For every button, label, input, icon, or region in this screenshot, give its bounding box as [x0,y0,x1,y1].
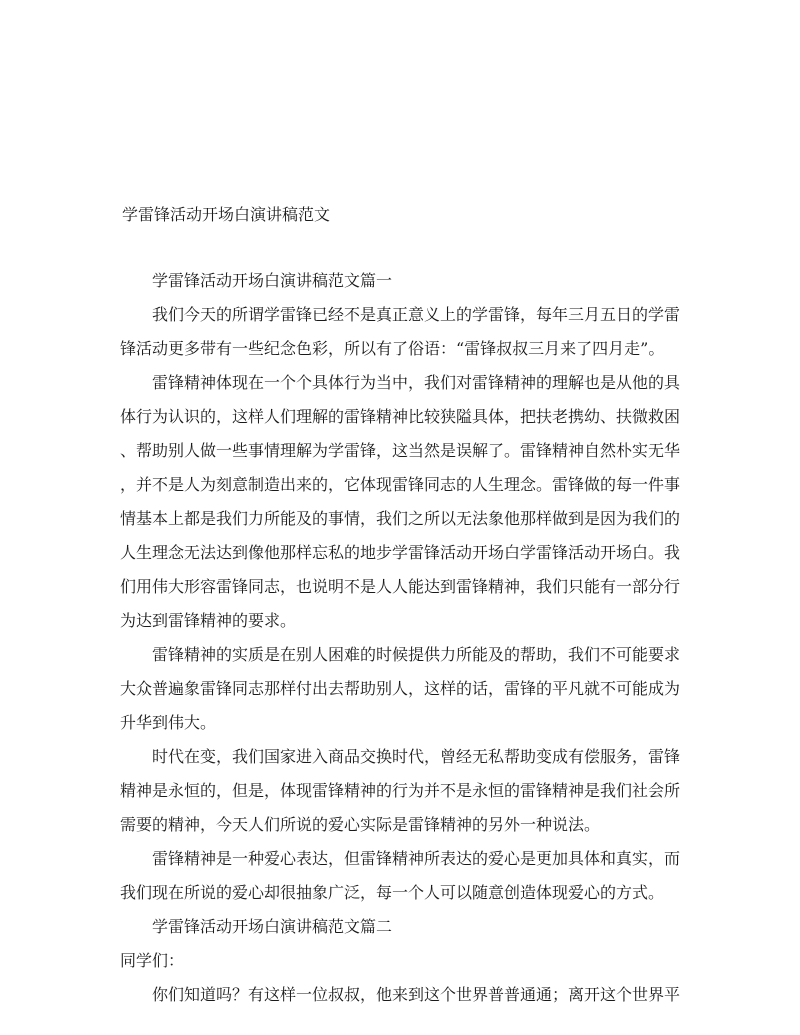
paragraph-line: 、帮助别人做一些事情理解为学雷锋，这当然是误解了。雷锋精神自然朴实无华 [120,441,681,460]
paragraph-line: ，并不是人为刻意制造出来的，它体现雷锋同志的人生理念。雷锋做的每一件事 [120,475,681,494]
paragraph-line: 升华到伟大。 [120,713,217,732]
document-title: 学雷锋活动开场白演讲稿范文 [122,205,331,224]
paragraph-line: 情基本上都是我们力所能及的事情，我们之所以无法象他那样做到是因为我们的 [120,509,681,528]
section-heading: 学雷锋活动开场白演讲稿范文篇一 [152,271,393,290]
paragraph-line: 为达到雷锋精神的要求。 [120,611,297,630]
paragraph-line: 我们现在所说的爱心却很抽象广泛，每一个人可以随意创造体现爱心的方式。 [120,883,665,902]
paragraph-line: 锋活动更多带有一些纪念色彩，所以有了俗语：“雷锋叔叔三月来了四月走”。 [120,339,665,358]
paragraph-line: 我们今天的所谓学雷锋已经不是真正意义上的学雷锋，每年三月五日的学雷 [152,305,681,324]
salutation-line: 同学们： [120,951,185,970]
paragraph-line: 人生理念无法达到像他那样忘私的地步学雷锋活动开场白学雷锋活动开场白。我 [120,543,681,562]
paragraph-line: 精神是永恒的，但是，体现雷锋精神的行为并不是永恒的雷锋精神是我们社会所 [120,781,681,800]
paragraph-line: 你们知道吗？有这样一位叔叔，他来到这个世界普普通通；离开这个世界平 [152,985,681,1004]
paragraph-line: 需要的精神，今天人们所说的爱心实际是雷锋精神的另外一种说法。 [120,815,601,834]
section-heading: 学雷锋活动开场白演讲稿范文篇二 [152,917,393,936]
paragraph-line: 雷锋精神体现在一个个具体行为当中，我们对雷锋精神的理解也是从他的具 [152,373,681,392]
paragraph-line: 雷锋精神是一种爱心表达，但雷锋精神所表达的爱心是更加具体和真实，而 [152,849,681,868]
paragraph-line: 们用伟大形容雷锋同志，也说明不是人人能达到雷锋精神，我们只能有一部分行 [120,577,681,596]
paragraph-line: 大众普遍象雷锋同志那样付出去帮助别人，这样的话，雷锋的平凡就不可能成为 [120,679,681,698]
paragraph-line: 时代在变，我们国家进入商品交换时代，曾经无私帮助变成有偿服务，雷锋 [152,747,681,766]
paragraph-line: 体行为认识的，这样人们理解的雷锋精神比较狭隘具体，把扶老携幼、扶微救困 [120,407,681,426]
document-body [120,264,680,1012]
paragraph-line: 雷锋精神的实质是在别人困难的时候提供力所能及的帮助，我们不可能要求 [152,645,681,664]
